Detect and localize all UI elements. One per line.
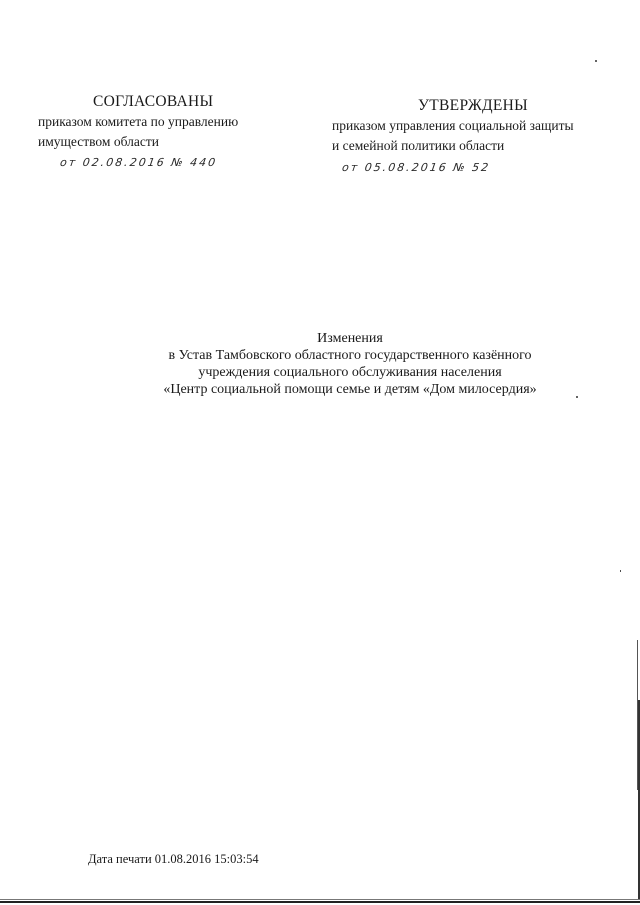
agreed-handwritten-date-number: от 02.08.2016 № 440	[59, 156, 219, 169]
agreed-approval-block	[38, 92, 298, 173]
approved-handwritten-date-number: от 05.08.2016 № 52	[341, 161, 492, 174]
scan-speck	[595, 60, 597, 62]
print-date-footer: Дата печати 01.08.2016 15:03:54	[88, 852, 259, 866]
approved-line-2: и семейной политики области	[332, 138, 505, 153]
title-line-2: в Устав Тамбовского областного государственного казённого	[168, 348, 532, 363]
agreed-heading: СОГЛАСОВАНЫ	[93, 93, 214, 110]
agreed-line-2: имуществом области	[38, 134, 159, 149]
document-title-block	[0, 330, 640, 398]
approved-heading: УТВЕРЖДЕНЫ	[418, 97, 528, 114]
agreed-line-1: приказом комитета по управлению	[38, 114, 239, 129]
title-line-1: Изменения	[317, 331, 383, 346]
scan-edge-bottom	[0, 901, 640, 903]
scan-speck	[576, 396, 578, 398]
approved-line-1: приказом управления социальной защиты	[332, 118, 574, 133]
approved-approval-block	[332, 96, 622, 178]
scan-speck	[620, 570, 621, 572]
title-line-4: «Центр социальной помощи семье и детям «Дом милосердия»	[163, 382, 537, 397]
title-line-3: учреждения социального обслуживания населения	[198, 365, 502, 380]
scan-edge-bottom-thin	[0, 899, 640, 900]
